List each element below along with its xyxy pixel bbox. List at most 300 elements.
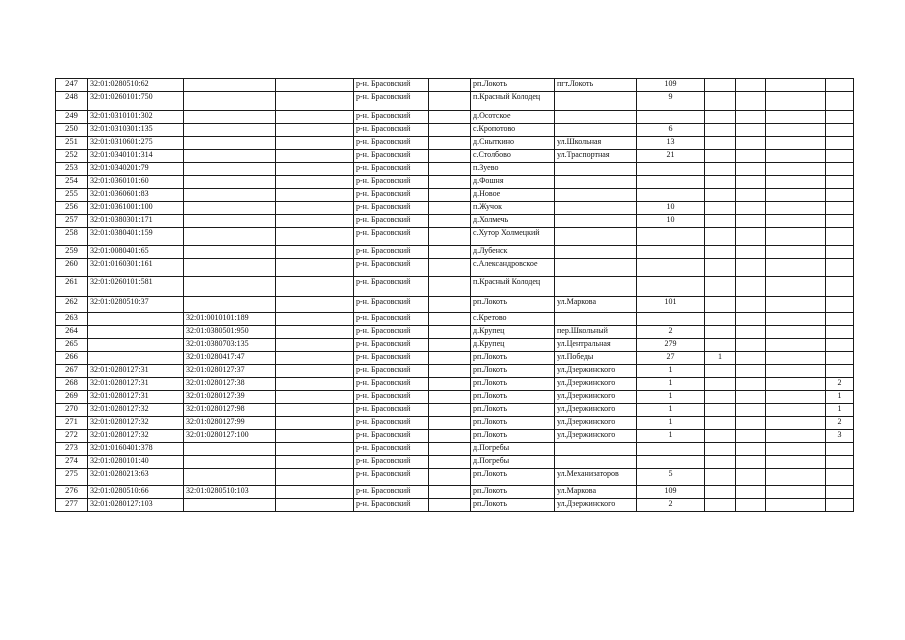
street-cell: ул.Маркова [555,486,637,499]
col-b-cell [429,277,471,297]
building-number-cell [705,456,736,469]
building-number-cell [705,259,736,277]
cadastral-number-2-cell: 32:01:0280127:38 [184,378,276,391]
col-a-cell [276,163,354,176]
apartment-number-cell [826,111,854,124]
settlement-cell: с.Хутор Холмецкий [471,228,555,246]
district-cell: р-н. Брасовский [354,246,429,259]
building-number-cell [705,150,736,163]
col-a-cell [276,111,354,124]
table-row [56,246,854,259]
col-extra-cell [736,150,766,163]
cadastral-number-2-cell [184,79,276,92]
district-cell: р-н. Брасовский [354,326,429,339]
col-a-cell [276,391,354,404]
apartment-number-cell [826,124,854,137]
col-extra-2-cell [766,277,826,297]
col-b-cell [429,189,471,202]
settlement-cell: д.Сныткино [471,137,555,150]
building-number-cell [705,277,736,297]
house-number-cell [637,246,705,259]
cadastral-number-cell: 32:01:0280101:40 [88,456,184,469]
col-a-cell [276,326,354,339]
col-extra-cell [736,339,766,352]
building-number-cell [705,404,736,417]
cadastral-number-2-cell: 32:01:0280127:37 [184,365,276,378]
row-number-cell: 254 [56,176,88,189]
col-extra-2-cell [766,246,826,259]
col-extra-2-cell [766,202,826,215]
cadastral-number-2-cell [184,137,276,150]
house-number-cell: 109 [637,486,705,499]
row-number-cell: 260 [56,259,88,277]
settlement-cell: п.Зуево [471,163,555,176]
registry-table [55,78,854,512]
settlement-cell: рп.Локоть [471,499,555,512]
cadastral-number-cell: 32:01:0361001:100 [88,202,184,215]
cadastral-number-cell: 32:01:0360101:60 [88,176,184,189]
col-a-cell [276,499,354,512]
settlement-cell: рп.Локоть [471,430,555,443]
building-number-cell [705,417,736,430]
building-number-cell [705,443,736,456]
district-cell: р-н. Брасовский [354,202,429,215]
cadastral-number-2-cell [184,92,276,111]
col-extra-cell [736,163,766,176]
cadastral-number-2-cell [184,215,276,228]
apartment-number-cell [826,79,854,92]
col-a-cell [276,215,354,228]
col-a-cell [276,228,354,246]
table-row [56,417,854,430]
street-cell [555,176,637,189]
row-number-cell: 270 [56,404,88,417]
cadastral-number-2-cell [184,150,276,163]
apartment-number-cell [826,92,854,111]
building-number-cell [705,326,736,339]
row-number-cell: 249 [56,111,88,124]
settlement-cell: д.Крупец [471,339,555,352]
street-cell: ул.Дзержинского [555,391,637,404]
col-extra-cell [736,326,766,339]
district-cell: р-н. Брасовский [354,456,429,469]
house-number-cell [637,277,705,297]
house-number-cell [637,163,705,176]
street-cell: ул.Дзержинского [555,417,637,430]
col-extra-cell [736,352,766,365]
col-b-cell [429,79,471,92]
row-number-cell: 257 [56,215,88,228]
col-b-cell [429,124,471,137]
col-b-cell [429,111,471,124]
street-cell [555,246,637,259]
col-b-cell [429,215,471,228]
col-a-cell [276,297,354,313]
col-b-cell [429,150,471,163]
building-number-cell [705,365,736,378]
table-row [56,378,854,391]
settlement-cell: д.Новое [471,189,555,202]
street-cell [555,228,637,246]
district-cell: р-н. Брасовский [354,365,429,378]
house-number-cell: 10 [637,215,705,228]
row-number-cell: 268 [56,378,88,391]
house-number-cell: 2 [637,499,705,512]
settlement-cell: д.Погребы [471,456,555,469]
col-extra-cell [736,313,766,326]
cadastral-number-2-cell: 32:01:0280127:39 [184,391,276,404]
cadastral-number-2-cell [184,202,276,215]
house-number-cell: 1 [637,404,705,417]
col-b-cell [429,228,471,246]
district-cell: р-н. Брасовский [354,124,429,137]
table-body [56,79,854,512]
row-number-cell: 251 [56,137,88,150]
cadastral-number-2-cell: 32:01:0380501:950 [184,326,276,339]
col-extra-cell [736,391,766,404]
street-cell: ул.Дзержинского [555,430,637,443]
col-extra-2-cell [766,79,826,92]
col-extra-2-cell [766,228,826,246]
table-row [56,404,854,417]
col-extra-2-cell [766,297,826,313]
settlement-cell: рп.Локоть [471,79,555,92]
col-b-cell [429,92,471,111]
district-cell: р-н. Брасовский [354,499,429,512]
col-extra-cell [736,79,766,92]
col-a-cell [276,365,354,378]
cadastral-number-cell: 32:01:0260101:750 [88,92,184,111]
settlement-cell: д.Осотское [471,111,555,124]
building-number-cell [705,430,736,443]
col-b-cell [429,137,471,150]
col-extra-cell [736,215,766,228]
settlement-cell: д.Лубенск [471,246,555,259]
district-cell: р-н. Брасовский [354,297,429,313]
col-a-cell [276,246,354,259]
house-number-cell [637,313,705,326]
col-a-cell [276,404,354,417]
settlement-cell: п.Жучок [471,202,555,215]
table-row [56,297,854,313]
apartment-number-cell [826,137,854,150]
table-row [56,92,854,111]
apartment-number-cell [826,176,854,189]
apartment-number-cell [826,202,854,215]
col-extra-cell [736,456,766,469]
district-cell: р-н. Брасовский [354,277,429,297]
district-cell: р-н. Брасовский [354,79,429,92]
district-cell: р-н. Брасовский [354,443,429,456]
street-cell: ул.Дзержинского [555,365,637,378]
street-cell: ул.Дзержинского [555,378,637,391]
cadastral-number-2-cell [184,176,276,189]
house-number-cell: 13 [637,137,705,150]
col-b-cell [429,313,471,326]
settlement-cell: с.Кретово [471,313,555,326]
col-extra-2-cell [766,326,826,339]
settlement-cell: рп.Локоть [471,469,555,486]
row-number-cell: 263 [56,313,88,326]
settlement-cell: рп.Локоть [471,404,555,417]
col-b-cell [429,259,471,277]
table-row [56,326,854,339]
house-number-cell [637,111,705,124]
settlement-cell: рп.Локоть [471,378,555,391]
street-cell [555,189,637,202]
col-b-cell [429,163,471,176]
col-extra-cell [736,404,766,417]
house-number-cell: 2 [637,326,705,339]
district-cell: р-н. Брасовский [354,259,429,277]
apartment-number-cell [826,443,854,456]
row-number-cell: 265 [56,339,88,352]
apartment-number-cell [826,259,854,277]
row-number-cell: 247 [56,79,88,92]
cadastral-number-2-cell [184,469,276,486]
col-a-cell [276,456,354,469]
building-number-cell [705,469,736,486]
col-a-cell [276,339,354,352]
district-cell: р-н. Брасовский [354,313,429,326]
street-cell: ул.Механизаторов [555,469,637,486]
house-number-cell: 5 [637,469,705,486]
col-a-cell [276,259,354,277]
cadastral-number-cell: 32:01:0280127:32 [88,417,184,430]
cadastral-number-2-cell: 32:01:0280127:98 [184,404,276,417]
settlement-cell: д.Крупец [471,326,555,339]
house-number-cell [637,176,705,189]
apartment-number-cell [826,339,854,352]
cadastral-number-cell: 32:01:0310601:275 [88,137,184,150]
house-number-cell [637,443,705,456]
house-number-cell: 1 [637,365,705,378]
col-extra-2-cell [766,215,826,228]
house-number-cell [637,228,705,246]
col-extra-cell [736,228,766,246]
district-cell: р-н. Брасовский [354,404,429,417]
building-number-cell [705,339,736,352]
apartment-number-cell [826,456,854,469]
col-extra-2-cell [766,163,826,176]
col-extra-cell [736,202,766,215]
col-extra-cell [736,378,766,391]
building-number-cell [705,163,736,176]
apartment-number-cell [826,499,854,512]
street-cell [555,163,637,176]
street-cell: ул.Маркова [555,297,637,313]
settlement-cell: рп.Локоть [471,417,555,430]
cadastral-number-cell [88,313,184,326]
house-number-cell: 279 [637,339,705,352]
col-a-cell [276,352,354,365]
settlement-cell: п.Красный Колодец [471,92,555,111]
col-extra-2-cell [766,259,826,277]
cadastral-number-cell: 32:01:0280127:32 [88,430,184,443]
table-row [56,430,854,443]
table-row [56,499,854,512]
row-number-cell: 250 [56,124,88,137]
col-a-cell [276,202,354,215]
col-extra-2-cell [766,391,826,404]
cadastral-number-cell: 32:01:0380401:159 [88,228,184,246]
apartment-number-cell [826,297,854,313]
table-row [56,469,854,486]
cadastral-number-2-cell: 32:01:0280417:47 [184,352,276,365]
street-cell: пер.Школьный [555,326,637,339]
table-row [56,259,854,277]
col-extra-2-cell [766,313,826,326]
col-a-cell [276,378,354,391]
cadastral-number-cell [88,352,184,365]
district-cell: р-н. Брасовский [354,189,429,202]
table-row [56,486,854,499]
col-extra-cell [736,137,766,150]
building-number-cell: 1 [705,352,736,365]
building-number-cell [705,246,736,259]
col-a-cell [276,277,354,297]
settlement-cell: с.Александровское [471,259,555,277]
row-number-cell: 264 [56,326,88,339]
col-b-cell [429,404,471,417]
row-number-cell: 274 [56,456,88,469]
district-cell: р-н. Брасовский [354,176,429,189]
district-cell: р-н. Брасовский [354,111,429,124]
col-a-cell [276,486,354,499]
cadastral-number-2-cell [184,259,276,277]
building-number-cell [705,215,736,228]
house-number-cell: 1 [637,430,705,443]
col-b-cell [429,443,471,456]
cadastral-number-cell [88,326,184,339]
col-extra-2-cell [766,404,826,417]
street-cell [555,124,637,137]
district-cell: р-н. Брасовский [354,430,429,443]
col-b-cell [429,469,471,486]
apartment-number-cell: 3 [826,430,854,443]
house-number-cell: 9 [637,92,705,111]
building-number-cell [705,391,736,404]
apartment-number-cell [826,469,854,486]
table-row [56,456,854,469]
building-number-cell [705,486,736,499]
cadastral-number-2-cell: 32:01:0280127:99 [184,417,276,430]
cadastral-number-2-cell [184,443,276,456]
col-extra-cell [736,92,766,111]
cadastral-number-2-cell [184,456,276,469]
district-cell: р-н. Брасовский [354,137,429,150]
apartment-number-cell [826,215,854,228]
col-a-cell [276,430,354,443]
cadastral-number-cell: 32:01:0280127:103 [88,499,184,512]
table-row [56,137,854,150]
col-extra-cell [736,259,766,277]
col-b-cell [429,297,471,313]
row-number-cell: 262 [56,297,88,313]
cadastral-number-2-cell [184,277,276,297]
table-row [56,352,854,365]
col-a-cell [276,79,354,92]
street-cell [555,313,637,326]
building-number-cell [705,124,736,137]
street-cell: ул.Школьная [555,137,637,150]
col-extra-2-cell [766,352,826,365]
settlement-cell: д.Холмечь [471,215,555,228]
street-cell [555,111,637,124]
row-number-cell: 277 [56,499,88,512]
house-number-cell: 101 [637,297,705,313]
cadastral-number-cell: 32:01:0280510:66 [88,486,184,499]
col-extra-2-cell [766,417,826,430]
cadastral-number-cell: 32:01:0280127:31 [88,365,184,378]
row-number-cell: 258 [56,228,88,246]
settlement-cell: с.Столбово [471,150,555,163]
cadastral-number-cell: 32:01:0080401:65 [88,246,184,259]
district-cell: р-н. Брасовский [354,92,429,111]
cadastral-number-2-cell [184,228,276,246]
settlement-cell: рп.Локоть [471,365,555,378]
col-b-cell [429,326,471,339]
col-b-cell [429,456,471,469]
col-extra-2-cell [766,150,826,163]
row-number-cell: 255 [56,189,88,202]
cadastral-number-2-cell: 32:01:0380703:135 [184,339,276,352]
district-cell: р-н. Брасовский [354,486,429,499]
row-number-cell: 267 [56,365,88,378]
district-cell: р-н. Брасовский [354,352,429,365]
col-extra-cell [736,430,766,443]
district-cell: р-н. Брасовский [354,228,429,246]
settlement-cell: д.Фошня [471,176,555,189]
col-extra-cell [736,111,766,124]
col-extra-cell [736,246,766,259]
col-extra-cell [736,277,766,297]
house-number-cell: 1 [637,378,705,391]
house-number-cell: 10 [637,202,705,215]
house-number-cell: 27 [637,352,705,365]
table-row [56,176,854,189]
house-number-cell: 1 [637,417,705,430]
col-b-cell [429,391,471,404]
building-number-cell [705,189,736,202]
cadastral-number-cell: 32:01:0310301:135 [88,124,184,137]
district-cell: р-н. Брасовский [354,378,429,391]
col-b-cell [429,378,471,391]
col-b-cell [429,499,471,512]
house-number-cell: 1 [637,391,705,404]
table-row [56,163,854,176]
cadastral-number-cell: 32:01:0340201:79 [88,163,184,176]
table-row [56,215,854,228]
house-number-cell: 21 [637,150,705,163]
table-row [56,111,854,124]
house-number-cell [637,456,705,469]
row-number-cell: 253 [56,163,88,176]
cadastral-number-2-cell [184,111,276,124]
col-extra-2-cell [766,486,826,499]
col-extra-2-cell [766,499,826,512]
settlement-cell: д.Погребы [471,443,555,456]
table-row [56,189,854,202]
col-extra-cell [736,176,766,189]
cadastral-number-2-cell: 32:01:0280510:103 [184,486,276,499]
building-number-cell [705,137,736,150]
apartment-number-cell: 2 [826,378,854,391]
col-a-cell [276,150,354,163]
cadastral-number-2-cell: 32:01:0280127:100 [184,430,276,443]
col-extra-cell [736,499,766,512]
row-number-cell: 276 [56,486,88,499]
